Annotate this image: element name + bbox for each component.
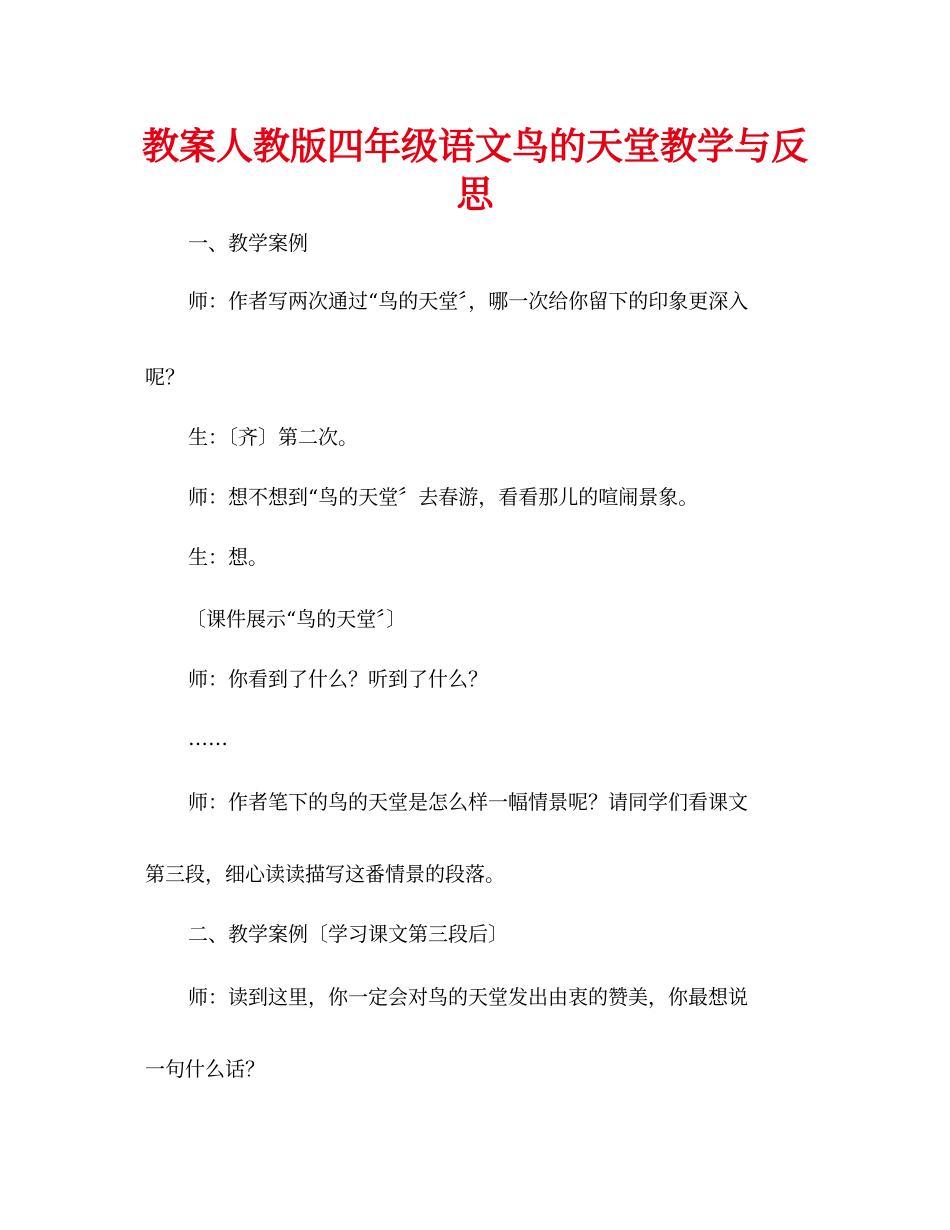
- paragraph-teacher-invite: 师：想不想到“鸟的天堂〞去春游，看看那儿的喧闹景象。: [188, 485, 699, 509]
- paragraph-teacher-praise: 师：读到这里，你一定会对鸟的天堂发出由衷的赞美，你最想说: [188, 985, 748, 1009]
- section-heading-1: 一、教学案例: [188, 231, 308, 255]
- paragraph-student-reply: 生：想。: [188, 545, 268, 569]
- document-title-line-1: 教案人教版四年级语文鸟的天堂教学与反: [142, 125, 808, 168]
- paragraph-continuation: 呢？: [145, 365, 185, 389]
- document-title-line-2: 思: [456, 173, 494, 216]
- paragraph-teacher-question: 师：作者写两次通过“鸟的天堂〞，哪一次给你留下的印象更深入: [188, 289, 749, 313]
- paragraph-continuation-2: 第三段，细心读读描写这番情景的段落。: [145, 862, 505, 886]
- paragraph-student-answer: 生：〔齐〕第二次。: [188, 425, 358, 449]
- paragraph-teacher-ask: 师：你看到了什么？听到了什么？: [188, 667, 488, 691]
- paragraph-continuation-3: 一句什么话？: [145, 1057, 265, 1081]
- paragraph-courseware-note: 〔课件展示“鸟的天堂〞〕: [186, 607, 407, 631]
- section-heading-2: 二、教学案例〔学习课文第三段后〕: [188, 922, 508, 946]
- paragraph-teacher-scene: 师：作者笔下的鸟的天堂是怎么样一幅情景呢？请同学们看课文: [188, 790, 748, 814]
- paragraph-ellipsis: ……: [188, 726, 228, 750]
